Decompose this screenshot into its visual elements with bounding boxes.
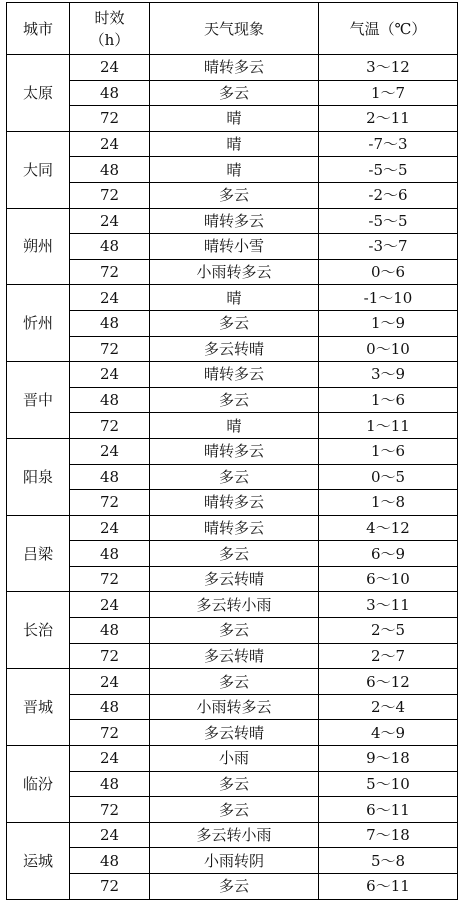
period-cell: 24	[70, 362, 150, 388]
temperature-cell: -5～5	[319, 208, 458, 234]
table-row	[7, 464, 458, 490]
weather-cell: 晴	[150, 157, 319, 183]
temperature-cell: 1～7	[319, 80, 458, 106]
weather-cell: 晴	[150, 106, 319, 132]
city-name-cell: 太原	[7, 55, 70, 132]
temperature-cell: -1～10	[319, 285, 458, 311]
period-cell: 48	[70, 694, 150, 720]
table-row	[7, 259, 458, 285]
temperature-cell: 1～8	[319, 490, 458, 516]
weather-cell: 多云转晴	[150, 720, 319, 746]
period-cell: 24	[70, 131, 150, 157]
period-cell: 48	[70, 618, 150, 644]
table-row	[7, 208, 458, 234]
period-cell: 72	[70, 874, 150, 900]
temperature-cell: 0～10	[319, 336, 458, 362]
period-cell: 72	[70, 797, 150, 823]
temperature-cell: 6～11	[319, 874, 458, 900]
temperature-cell: 2～5	[319, 618, 458, 644]
period-cell: 24	[70, 822, 150, 848]
table-row	[7, 797, 458, 823]
period-cell: 48	[70, 541, 150, 567]
header-period-line2: （h）	[89, 30, 130, 49]
temperature-cell: -3～7	[319, 234, 458, 260]
table-row	[7, 55, 458, 81]
period-cell: 48	[70, 80, 150, 106]
city-name-cell: 运城	[7, 822, 70, 899]
temperature-cell: -7～3	[319, 131, 458, 157]
weather-cell: 多云	[150, 771, 319, 797]
table-row	[7, 618, 458, 644]
period-cell: 72	[70, 259, 150, 285]
weather-cell: 小雨转多云	[150, 259, 319, 285]
period-cell: 24	[70, 669, 150, 695]
weather-cell: 晴转小雪	[150, 234, 319, 260]
period-cell: 72	[70, 413, 150, 439]
city-name-cell: 阳泉	[7, 438, 70, 515]
city-name-cell: 忻州	[7, 285, 70, 362]
header-period-line1: 时效	[94, 8, 125, 27]
weather-forecast-table	[6, 2, 458, 900]
weather-cell: 多云	[150, 182, 319, 208]
weather-cell: 多云转小雨	[150, 822, 319, 848]
weather-cell: 多云	[150, 464, 319, 490]
period-cell: 24	[70, 208, 150, 234]
temperature-cell: 1～9	[319, 310, 458, 336]
period-cell: 72	[70, 490, 150, 516]
weather-cell: 多云	[150, 797, 319, 823]
temperature-cell: 7～18	[319, 822, 458, 848]
table-row	[7, 694, 458, 720]
temperature-cell: -2～6	[319, 182, 458, 208]
table-row	[7, 387, 458, 413]
temperature-cell: 2～4	[319, 694, 458, 720]
weather-cell: 多云	[150, 541, 319, 567]
temperature-cell: 5～8	[319, 848, 458, 874]
temperature-cell: 2～7	[319, 643, 458, 669]
weather-cell: 晴转多云	[150, 515, 319, 541]
period-cell: 24	[70, 746, 150, 772]
temperature-cell: 3～9	[319, 362, 458, 388]
table-row	[7, 720, 458, 746]
weather-cell: 晴	[150, 131, 319, 157]
table-row	[7, 336, 458, 362]
temperature-cell: 6～10	[319, 566, 458, 592]
temperature-cell: 6～11	[319, 797, 458, 823]
temperature-cell: 4～9	[319, 720, 458, 746]
table-row	[7, 566, 458, 592]
city-name-cell: 吕梁	[7, 515, 70, 592]
temperature-cell: 9～18	[319, 746, 458, 772]
weather-cell: 晴转多云	[150, 208, 319, 234]
period-cell: 48	[70, 157, 150, 183]
city-name-cell: 晋城	[7, 669, 70, 746]
temperature-cell: 3～12	[319, 55, 458, 81]
weather-cell: 晴转多云	[150, 55, 319, 81]
header-row	[7, 3, 458, 55]
table-row	[7, 310, 458, 336]
weather-cell: 多云	[150, 874, 319, 900]
period-cell: 24	[70, 285, 150, 311]
table-row	[7, 234, 458, 260]
table-row	[7, 285, 458, 311]
weather-cell: 多云转晴	[150, 566, 319, 592]
city-name-cell: 长治	[7, 592, 70, 669]
temperature-cell: 1～6	[319, 438, 458, 464]
period-cell: 72	[70, 182, 150, 208]
period-cell: 48	[70, 310, 150, 336]
period-cell: 24	[70, 592, 150, 618]
weather-cell: 多云转晴	[150, 643, 319, 669]
temperature-cell: 2～11	[319, 106, 458, 132]
table-row	[7, 874, 458, 900]
period-cell: 48	[70, 464, 150, 490]
temperature-cell: 1～11	[319, 413, 458, 439]
weather-cell: 晴转多云	[150, 438, 319, 464]
table-row	[7, 541, 458, 567]
table-row	[7, 131, 458, 157]
table-row	[7, 438, 458, 464]
temperature-cell: 4～12	[319, 515, 458, 541]
city-name-cell: 大同	[7, 131, 70, 208]
period-cell: 24	[70, 55, 150, 81]
table-row	[7, 822, 458, 848]
period-cell: 48	[70, 387, 150, 413]
table-row	[7, 771, 458, 797]
temperature-cell: 1～6	[319, 387, 458, 413]
weather-cell: 多云	[150, 310, 319, 336]
period-cell: 48	[70, 771, 150, 797]
header-temperature: 气温（℃）	[319, 3, 458, 55]
temperature-cell: -5～5	[319, 157, 458, 183]
weather-cell: 晴转多云	[150, 490, 319, 516]
temperature-cell: 3～11	[319, 592, 458, 618]
table-row	[7, 413, 458, 439]
weather-cell: 晴	[150, 285, 319, 311]
period-cell: 24	[70, 438, 150, 464]
table-row	[7, 106, 458, 132]
period-cell: 72	[70, 566, 150, 592]
period-cell: 24	[70, 515, 150, 541]
period-cell: 72	[70, 336, 150, 362]
table-row	[7, 80, 458, 106]
period-cell: 48	[70, 234, 150, 260]
temperature-cell: 0～6	[319, 259, 458, 285]
temperature-cell: 5～10	[319, 771, 458, 797]
table-row	[7, 182, 458, 208]
weather-cell: 小雨转阴	[150, 848, 319, 874]
table-row	[7, 157, 458, 183]
city-name-cell: 朔州	[7, 208, 70, 285]
table-row	[7, 592, 458, 618]
table-row	[7, 848, 458, 874]
weather-cell: 小雨转多云	[150, 694, 319, 720]
period-cell: 72	[70, 643, 150, 669]
table-row	[7, 490, 458, 516]
city-name-cell: 临汾	[7, 746, 70, 823]
weather-cell: 多云	[150, 669, 319, 695]
table-row	[7, 746, 458, 772]
weather-cell: 晴转多云	[150, 362, 319, 388]
header-weather: 天气现象	[150, 3, 319, 55]
weather-cell: 晴	[150, 413, 319, 439]
temperature-cell: 6～9	[319, 541, 458, 567]
temperature-cell: 0～5	[319, 464, 458, 490]
weather-cell: 多云	[150, 80, 319, 106]
city-name-cell: 晋中	[7, 362, 70, 439]
weather-cell: 多云	[150, 618, 319, 644]
weather-cell: 多云转晴	[150, 336, 319, 362]
weather-cell: 小雨	[150, 746, 319, 772]
header-period	[70, 3, 150, 55]
period-cell: 48	[70, 848, 150, 874]
table-row	[7, 515, 458, 541]
period-cell: 72	[70, 106, 150, 132]
period-cell: 72	[70, 720, 150, 746]
weather-cell: 多云	[150, 387, 319, 413]
weather-cell: 多云转小雨	[150, 592, 319, 618]
table-row	[7, 643, 458, 669]
table-row	[7, 362, 458, 388]
header-city: 城市	[7, 3, 70, 55]
table-row	[7, 669, 458, 695]
temperature-cell: 6～12	[319, 669, 458, 695]
